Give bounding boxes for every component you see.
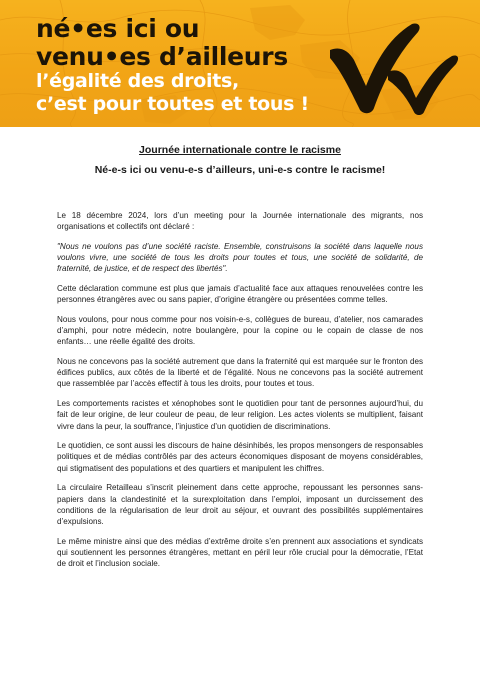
- header-banner: [0, 0, 480, 127]
- banner-slogan-line-1: l’égalité des droits,: [36, 70, 239, 92]
- paragraph: Cette déclaration commune est plus que jamais d’actualité face aux attaques renouvelées contre les personnes étrangères avec ou sans papier, d’origine étrangère ou présentées comme telles.: [57, 284, 423, 305]
- banner-title-line-2: venu•es d’ailleurs: [36, 42, 288, 71]
- paragraph: Les comportements racistes et xénophobes sont le quotidien pour tant de personnes aujourd’hui, du fait de leur origine, de leur couleur de peau, de leur religion. Les actes violents se multiplient, faisant vivre dans la peur, la souffrance, l’injustice d’un quotidien de discriminations.: [57, 399, 423, 431]
- paragraph-intro: Le 18 décembre 2024, lors d’un meeting pour la Journée internationale des migrants, nos organisations et collectifs ont déclaré :: [57, 211, 423, 232]
- paragraph-quote: "Nous ne voulons pas d’une société raciste. Ensemble, construisons la société dans laquelle nous voulons vivre, une société de tous les droits pour toutes et tous, une société de solidarité, de fraternité, de justice, et de respect des libertés".: [57, 241, 423, 274]
- banner-slogan-line-2: c’est pour toutes et tous !: [36, 93, 309, 115]
- paragraph: La circulaire Retailleau s’inscrit pleinement dans cette approche, repoussant les personnes sans-papiers dans la clandestinité et la surexploitation dans l’emploi, imposant un durcissement des conditions de la régularisation de leur droit au séjour, et ouvrant des possibilités supplémentaires d’expulsions.: [57, 483, 423, 526]
- paragraph: Nous voulons, pour nous comme pour nos voisin-e-s, collègues de bureau, d’atelier, nos camarades d’amphi, pour notre médecin, notre boulangère, pour la copine ou le copain de classe de nos enfants… une réelle égalité des droits.: [57, 314, 423, 347]
- paragraph: Nous ne concevons pas la société autrement que dans la fraternité qui est marquée sur le fronton des édifices publics, aux côtés de la liberté et de l’égalité. Nous ne concevons pas la société autrement que rassemblée par l’accès effectif à tous les droits, pour toutes et tous.: [57, 357, 423, 389]
- double-checkmark-icon: [326, 20, 460, 115]
- banner-title-line-1: né•es ici ou: [36, 14, 200, 43]
- document-body: [57, 210, 423, 578]
- document-subtitle: Né-e-s ici ou venu-e-s d’ailleurs, uni-e-s contre le racisme!: [94, 164, 386, 176]
- paragraph: Le même ministre ainsi que des médias d’extrême droite s’en prennent aux associations et syndicats qui soutiennent les personnes étrangères, mettant en péril leur rôle crucial pour la démocratie, l’Etat de droit et l’inclusion sociale.: [57, 536, 423, 569]
- document-title: Journée internationale contre le racisme: [139, 144, 341, 156]
- paragraph: Le quotidien, ce sont aussi les discours de haine désinhibés, les propos mensongers de responsables politiques et de médias contrôlés par des acteurs économiques disposant de moyens considérables, qui stigmatisent des populations et des quartiers et manipulent les chiffres.: [57, 441, 423, 473]
